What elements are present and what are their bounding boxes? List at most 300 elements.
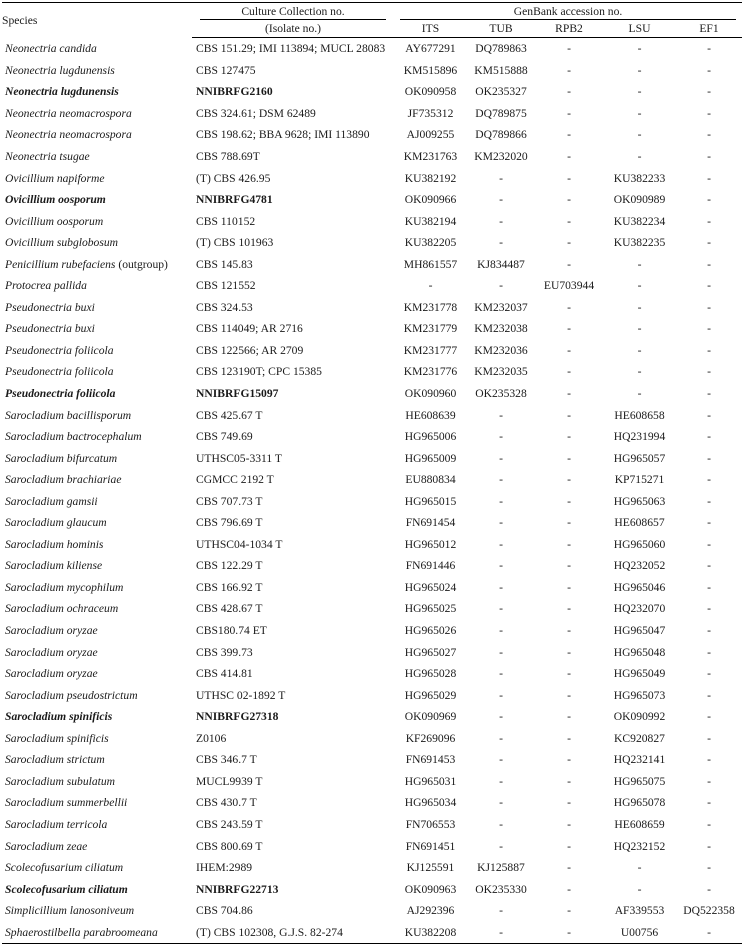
species-cell: [2, 189, 192, 211]
lsu-cell: HG965047: [613, 624, 666, 638]
culture-collection-cell: CBS180.74 ET: [196, 624, 267, 638]
its-cell: KJ125591: [406, 861, 455, 875]
ef1-cell: -: [707, 688, 711, 702]
species-cell: [2, 577, 192, 599]
species-cell: [2, 210, 192, 232]
ef1-cell: -: [707, 731, 711, 745]
culture-collection-cell: CBS 324.53: [196, 300, 253, 314]
lsu-cell: -: [637, 365, 642, 379]
tub-cell: -: [499, 817, 503, 831]
ef1-cell: -: [707, 602, 711, 616]
culture-collection-cell: NNIBRFG2160: [196, 85, 273, 99]
culture-collection-header-line1: Culture Collection no.: [200, 4, 386, 20]
culture-collection-cell: MUCL9939 T: [196, 774, 263, 788]
lsu-cell: HQ232141: [613, 753, 666, 767]
ef1-cell: -: [707, 214, 711, 228]
lsu-cell: HG965046: [613, 580, 666, 594]
culture-collection-cell: NNIBRFG15097: [196, 387, 279, 401]
lsu-cell: -: [637, 106, 642, 120]
species-cell: [2, 383, 192, 405]
ef1-cell: -: [707, 580, 711, 594]
lsu-cell: HE608658: [614, 408, 665, 422]
species-name: Sarocladium zeae: [5, 839, 88, 853]
species-cell: [2, 297, 192, 319]
species-name: Sarocladium bacillisporum: [5, 408, 132, 422]
ef1-cell: -: [707, 365, 711, 379]
tub-cell: OK235327: [475, 85, 527, 99]
species-name: Neonectria lugdunensis: [5, 63, 115, 77]
table-row: [2, 60, 742, 82]
ef1-cell: -: [707, 128, 711, 142]
culture-collection-cell: CBS 114049; AR 2716: [196, 322, 303, 336]
culture-collection-cell: CBS 800.69 T: [196, 839, 263, 853]
species-cell: [2, 426, 192, 448]
table-row: [2, 814, 742, 836]
its-cell: FN706553: [405, 817, 456, 831]
rpb2-cell: -: [567, 343, 571, 357]
species-name: Sarocladium mycophilum: [5, 580, 124, 594]
isolate-no-header: (Isolate no.): [192, 20, 394, 38]
tub-cell: -: [467, 921, 535, 943]
species-cell: [2, 361, 192, 383]
its-cell: AY677291: [405, 42, 456, 56]
ef1-cell: -: [707, 236, 711, 250]
table-row: [2, 383, 742, 405]
ef1-cell: -: [707, 451, 711, 465]
culture-collection-cell: NNIBRFG4781: [196, 193, 273, 207]
culture-collection-cell: CBS 414.81: [196, 667, 253, 681]
ef1-cell: -: [707, 430, 711, 444]
lsu-cell: -: [637, 882, 642, 896]
tub-cell: DQ789875: [475, 106, 527, 120]
lsu-cell: AF339553: [614, 904, 665, 918]
its-cell: HG965024: [404, 580, 457, 594]
ef1-cell: -: [707, 839, 711, 853]
lsu-cell: KP715271: [614, 473, 665, 487]
ef1-header: EF1: [676, 20, 742, 38]
species-name: Ovicillium subglobosum: [5, 236, 119, 250]
ef1-cell: -: [707, 861, 711, 875]
ef1-cell: -: [707, 387, 711, 401]
tub-cell: OK235328: [475, 387, 527, 401]
species-header: Species: [2, 3, 192, 38]
rpb2-cell: -: [567, 473, 571, 487]
species-name: Sarocladium brachiariae: [5, 473, 122, 487]
its-cell: HG965031: [404, 774, 457, 788]
table-row: [2, 900, 742, 922]
culture-collection-cell: CBS 704.86: [196, 904, 253, 918]
species-cell: [2, 146, 192, 168]
species-cell: [2, 792, 192, 814]
rpb2-cell: -: [567, 106, 571, 120]
species-cell: [2, 620, 192, 642]
table-row: [2, 512, 742, 534]
rpb2-cell: -: [567, 300, 571, 314]
species-name: Sarocladium hominis: [5, 537, 104, 551]
lsu-cell: HG965063: [613, 494, 666, 508]
tub-cell: -: [499, 193, 503, 207]
culture-collection-cell: CBS 198.62; BBA 9628; IMI 113890: [196, 128, 370, 142]
table-row: [2, 146, 742, 168]
tub-cell: KM232036: [474, 343, 528, 357]
lsu-cell: HG965060: [613, 537, 666, 551]
culture-collection-cell: CBS 749.69: [196, 430, 253, 444]
its-cell: KU382208: [394, 921, 467, 943]
species-name: Neonectria neomacrospora: [5, 106, 132, 120]
culture-collection-cell: CBS 151.29; IMI 113894; MUCL 28083: [196, 42, 386, 56]
culture-collection-cell: Z0106: [196, 731, 227, 745]
its-header: ITS: [394, 20, 467, 38]
lsu-cell: -: [637, 343, 642, 357]
species-name: Sarocladium subulatum: [5, 774, 116, 788]
its-cell: EU880834: [405, 473, 456, 487]
species-name: Penicillium rubefaciens: [5, 257, 116, 271]
species-name: Pseudonectria foliicola: [5, 365, 114, 379]
tub-cell: -: [499, 559, 503, 573]
its-cell: OK090960: [404, 387, 457, 401]
table-row: [2, 253, 742, 275]
rpb2-cell: -: [567, 128, 571, 142]
table-row: [2, 555, 742, 577]
culture-collection-cell: UTHSC05-3311 T: [196, 451, 282, 465]
its-cell: HG965026: [404, 624, 457, 638]
its-cell: HE608639: [405, 408, 456, 422]
ef1-cell: -: [707, 171, 711, 185]
species-name: Neonectria candida: [5, 42, 97, 56]
ef1-cell: -: [707, 774, 711, 788]
table-row: [2, 706, 742, 728]
species-name: Neonectria neomacrospora: [5, 128, 132, 142]
its-cell: FN691454: [405, 516, 456, 530]
table-row: [2, 728, 742, 750]
culture-collection-cell: (T) CBS 101963: [196, 236, 274, 250]
culture-collection-cell: (T) CBS 102308, G.J.S. 82-274: [192, 921, 394, 943]
ef1-cell: -: [707, 322, 711, 336]
species-name: Pseudonectria foliicola: [5, 387, 116, 401]
table-row: [2, 792, 742, 814]
its-cell: KF269096: [405, 731, 456, 745]
table-row: [2, 577, 742, 599]
rpb2-cell: -: [567, 861, 571, 875]
culture-collection-cell: CBS 243.59 T: [196, 817, 263, 831]
lsu-cell: -: [637, 387, 642, 401]
its-cell: AJ009255: [406, 128, 455, 142]
species-name: Ovicillium oosporum: [5, 193, 106, 207]
rpb2-cell: -: [567, 257, 571, 271]
tub-cell: -: [499, 753, 503, 767]
ef1-cell: -: [707, 516, 711, 530]
its-cell: -: [428, 279, 433, 293]
table-row: [2, 167, 742, 189]
species-name: Sarocladium kiliense: [5, 559, 103, 573]
table-row: [2, 232, 742, 254]
tub-cell: DQ789866: [475, 128, 527, 142]
species-name: Ovicillium napiforme: [5, 171, 105, 185]
rpb2-cell: -: [567, 214, 571, 228]
species-name: Protocrea pallida: [5, 279, 87, 293]
its-cell: KU382194: [404, 214, 457, 228]
tub-cell: KM232020: [474, 150, 528, 163]
species-cell: [2, 81, 192, 103]
tub-cell: KM232037: [474, 300, 528, 314]
rpb2-cell: -: [567, 731, 571, 745]
table-row: [2, 318, 742, 340]
ef1-cell: -: [707, 645, 711, 659]
lsu-cell: -: [637, 861, 642, 875]
lsu-cell: KU382233: [613, 171, 666, 185]
culture-collection-cell: CBS 796.69 T: [196, 516, 263, 530]
tub-cell: -: [499, 796, 503, 810]
tub-cell: -: [499, 516, 503, 530]
culture-collection-cell: NNIBRFG27318: [196, 710, 279, 724]
species-cell: [2, 232, 192, 254]
tub-cell: -: [499, 473, 503, 487]
rpb2-cell: -: [567, 710, 571, 724]
table-row: [2, 275, 742, 297]
lsu-cell: -: [637, 322, 642, 336]
species-cell: [2, 663, 192, 685]
tub-cell: -: [499, 645, 503, 659]
lsu-cell: -: [637, 257, 642, 271]
species-cell: [2, 404, 192, 426]
ef1-cell: -: [707, 343, 711, 357]
ef1-cell: -: [707, 473, 711, 487]
tub-cell: KM515888: [474, 63, 528, 77]
rpb2-cell: -: [567, 63, 571, 77]
species-cell: [2, 814, 192, 836]
ef1-cell: -: [707, 537, 711, 551]
its-cell: HG965027: [404, 645, 457, 659]
lsu-cell: -: [637, 300, 642, 314]
species-name: Sphaerostilbella parabroomeana: [5, 925, 158, 939]
lsu-cell: KC920827: [614, 731, 665, 745]
rpb2-cell: -: [567, 774, 571, 788]
its-cell: KM231776: [403, 365, 458, 379]
species-name: Sarocladium bifurcatum: [5, 451, 118, 465]
lsu-header: LSU: [603, 20, 676, 38]
ef1-cell: -: [707, 106, 711, 120]
species-name: Pseudonectria foliicola: [5, 343, 114, 357]
rpb2-cell: -: [567, 150, 571, 163]
table-row: [2, 771, 742, 793]
its-cell: FN691451: [405, 839, 456, 853]
species-cell: [2, 318, 192, 340]
culture-collection-cell: CBS 788.69T: [196, 150, 260, 163]
rpb2-header: RPB2: [535, 20, 603, 38]
rpb2-cell: -: [567, 580, 571, 594]
rpb2-cell: -: [567, 516, 571, 530]
species-name: Sarocladium spinificis: [5, 731, 109, 745]
culture-collection-cell: UTHSC 02-1892 T: [196, 688, 286, 702]
species-cell: [2, 684, 192, 706]
species-cell: [2, 835, 192, 857]
culture-collection-cell: CBS 121552: [196, 279, 256, 293]
genbank-header: [394, 3, 742, 21]
lsu-cell: HQ232052: [613, 559, 666, 573]
lsu-cell: KU382234: [613, 214, 666, 228]
culture-collection-cell: CBS 122.29 T: [196, 559, 263, 573]
its-cell: FN691446: [405, 559, 456, 573]
rpb2-cell: -: [567, 904, 571, 918]
ef1-cell: -: [707, 667, 711, 681]
culture-collection-cell: (T) CBS 426.95: [196, 171, 271, 185]
its-cell: HG965015: [404, 494, 457, 508]
species-cell: [2, 878, 192, 900]
rpb2-cell: -: [567, 645, 571, 659]
table-row: [2, 684, 742, 706]
lsu-cell: HG965075: [613, 774, 666, 788]
species-cell: [2, 728, 192, 750]
tub-cell: -: [499, 774, 503, 788]
rpb2-cell: EU703944: [543, 279, 595, 293]
lsu-cell: HG965057: [613, 451, 666, 465]
table-row: [2, 210, 742, 232]
lsu-cell: -: [637, 42, 642, 56]
culture-collection-cell: UTHSC04-1034 T: [196, 537, 283, 551]
ef1-cell: -: [707, 817, 711, 831]
tub-cell: -: [499, 236, 503, 250]
species-name: Sarocladium pseudostrictum: [5, 688, 138, 702]
species-cell: [2, 103, 192, 125]
tub-cell: KM232035: [474, 365, 528, 379]
species-cell: [2, 340, 192, 362]
its-cell: OK090966: [404, 193, 457, 207]
ef1-cell: -: [707, 300, 711, 314]
its-cell: HG965029: [404, 688, 457, 702]
species-cell: [2, 598, 192, 620]
species-name: Neonectria tsugae: [5, 150, 90, 163]
species-name: Sarocladium glaucum: [5, 516, 107, 530]
lsu-cell: -: [637, 150, 642, 163]
species-cell: [2, 641, 192, 663]
rpb2-cell: -: [567, 839, 571, 853]
tub-cell: -: [499, 580, 503, 594]
its-cell: OK090969: [404, 710, 457, 724]
species-cell: [2, 900, 192, 922]
species-name: Sarocladium strictum: [5, 753, 105, 767]
species-cell: [2, 253, 192, 275]
lsu-cell: -: [637, 63, 642, 77]
rpb2-cell: -: [567, 602, 571, 616]
tub-cell: KJ834487: [477, 257, 525, 271]
culture-collection-cell: CBS 425.67 T: [196, 408, 263, 422]
tub-cell: -: [499, 602, 503, 616]
species-name: Sarocladium oryzae: [5, 667, 98, 681]
species-name: Pseudonectria buxi: [5, 322, 95, 336]
ef1-cell: -: [707, 624, 711, 638]
table-row: [2, 921, 742, 943]
tub-cell: -: [499, 171, 503, 185]
species-name: Sarocladium ochraceum: [5, 602, 119, 616]
table-row: [2, 124, 742, 146]
lsu-cell: HE608657: [614, 516, 665, 530]
tub-cell: -: [499, 451, 503, 465]
genbank-accession-table: [2, 2, 742, 944]
its-cell: HG965012: [404, 537, 457, 551]
species-name: Scolecofusarium ciliatum: [5, 882, 128, 896]
species-cell: [2, 38, 192, 60]
lsu-cell: HG965073: [613, 688, 666, 702]
ef1-cell: -: [707, 559, 711, 573]
tub-cell: -: [499, 731, 503, 745]
table-row: [2, 189, 742, 211]
ef1-cell: -: [707, 796, 711, 810]
species-cell: [2, 124, 192, 146]
ef1-cell: -: [707, 408, 711, 422]
its-cell: HG965009: [404, 451, 457, 465]
lsu-cell: HG965048: [613, 645, 666, 659]
lsu-cell: HQ232070: [613, 602, 666, 616]
table-row: [2, 749, 742, 771]
rpb2-cell: -: [567, 537, 571, 551]
its-cell: KM231779: [403, 322, 458, 336]
table-row: [2, 534, 742, 556]
lsu-cell: HE608659: [614, 817, 665, 831]
ef1-cell: -: [707, 753, 711, 767]
its-cell: AJ292396: [406, 904, 455, 918]
rpb2-cell: -: [567, 171, 571, 185]
genbank-header-label: GenBank accession no.: [400, 4, 736, 20]
species-note: (outgroup): [115, 257, 168, 271]
its-cell: FN691453: [405, 753, 456, 767]
ef1-cell: -: [707, 882, 711, 896]
tub-cell: KM232038: [474, 322, 528, 336]
ef1-cell: -: [707, 150, 711, 163]
its-cell: KU382192: [404, 171, 457, 185]
its-cell: HG965028: [404, 667, 457, 681]
ef1-cell: -: [676, 921, 742, 943]
lsu-cell: OK090992: [613, 710, 666, 724]
rpb2-cell: -: [567, 365, 571, 379]
species-name: Sarocladium spinificis: [5, 710, 113, 724]
rpb2-cell: -: [567, 322, 571, 336]
rpb2-cell: -: [567, 387, 571, 401]
table-row: [2, 404, 742, 426]
table-row: [2, 426, 742, 448]
rpb2-cell: -: [567, 42, 571, 56]
its-cell: MH861557: [403, 257, 458, 271]
its-cell: OK090958: [404, 85, 457, 99]
tub-cell: KJ125887: [477, 861, 525, 875]
lsu-cell: HG965049: [613, 667, 666, 681]
species-cell: [2, 469, 192, 491]
culture-collection-header: [192, 3, 394, 21]
species-name: Sarocladium bactrocephalum: [5, 430, 142, 444]
species-name: Sarocladium summerbellii: [5, 796, 128, 810]
ef1-cell: -: [707, 494, 711, 508]
tub-cell: -: [499, 624, 503, 638]
tub-cell: -: [499, 710, 503, 724]
species-cell: [2, 275, 192, 297]
culture-collection-cell: CBS 399.73: [196, 645, 253, 659]
rpb2-cell: -: [567, 193, 571, 207]
species-cell: [2, 749, 192, 771]
species-cell: [2, 512, 192, 534]
species-cell: [2, 490, 192, 512]
tub-cell: DQ789863: [475, 42, 527, 56]
its-cell: KM231777: [403, 343, 458, 357]
species-name: Sarocladium oryzae: [5, 645, 98, 659]
lsu-cell: HQ232152: [613, 839, 666, 853]
species-cell: [2, 771, 192, 793]
rpb2-cell: -: [567, 796, 571, 810]
table-row: [2, 663, 742, 685]
table-row: [2, 447, 742, 469]
culture-collection-cell: CBS 346.7 T: [196, 753, 257, 767]
table-row: [2, 297, 742, 319]
its-cell: JF735312: [407, 106, 454, 120]
tub-cell: -: [499, 214, 503, 228]
